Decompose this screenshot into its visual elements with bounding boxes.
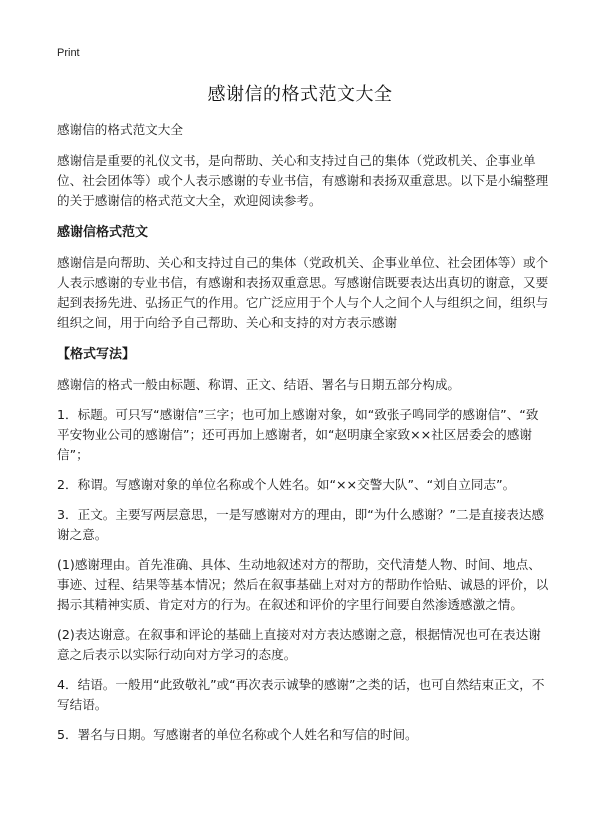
item-title-paragraph: 1．标题。可只写“感谢信”三字；也可加上感谢对象，如“致张子鸣同学的感谢信”、“致平安物业公司的感谢信”；还可再加上感谢者，如“赵明康全家致××社区居委会的感谢信”； (57, 407, 539, 462)
item-thanks-paragraph: (2)表达谢意。在叙事和评论的基础上直接对对方表达感谢之意，根据情况也可在表达谢意之后表示以实际行动向对方学习的态度。 (57, 627, 541, 662)
subtitle-paragraph: 感谢信的格式范文大全 (57, 122, 183, 137)
item-closing-paragraph: 4．结语。一般用“此致敬礼”或“再次表示诚挚的感谢”之类的话，也可自然结束正文，不写结语。 (57, 677, 545, 712)
document-title: 感谢信的格式范文大全 (207, 84, 393, 105)
item-salutation-paragraph: 2．称谓。写感谢对象的单位名称或个人姓名。如“××交警大队”、“刘自立同志”。 (57, 477, 516, 492)
item-reason-paragraph: (1)感谢理由。首先准确、具体、生动地叙述对方的帮助，交代清楚人物、时间、地点、事迹、过程、结果等基本情况；然后在叙事基础上对对方的帮助作恰贴、诚恳的评价，以揭示其精神实质、肯定对方的行为。在叙述和评价的字里行间要自然渗透感激之情。 (57, 557, 549, 612)
definition-paragraph: 感谢信是向帮助、关心和支持过自己的集体（党政机关、企事业单位、社会团体等）或个人表示感谢的专业书信，有感谢和表扬双重意思。写感谢信既要表达出真切的谢意，又要起到表扬先进、弘扬正气的作用。它广泛应用于个人与个人之间个人与组织之间，组织与组织之间，用于向给予自己帮助、关心和支持的对方表示感谢 (57, 255, 549, 330)
section-heading-format-method: 【格式写法】 (57, 347, 136, 362)
section-heading-format-sample: 感谢信格式范文 (57, 225, 149, 240)
print-link[interactable]: Print (57, 47, 80, 59)
structure-paragraph: 感谢信的格式一般由标题、称谓、正文、结语、署名与日期五部分构成。 (57, 377, 460, 392)
intro-paragraph: 感谢信是重要的礼仪文书，是向帮助、关心和支持过自己的集体（党政机关、企事业单位、社会团体等）或个人表示感谢的专业书信，有感谢和表扬双重意思。以下是小编整理的关于感谢信的格式范文大全，欢迎阅读参考。 (57, 153, 549, 208)
item-body-paragraph: 3．正文。主要写两层意思，一是写感谢对方的理由，即“为什么感谢？”二是直接表达感谢之意。 (57, 507, 545, 542)
item-signature-paragraph: 5．署名与日期。写感谢者的单位名称或个人姓名和写信的时间。 (57, 727, 418, 742)
document-body (57, 120, 550, 755)
